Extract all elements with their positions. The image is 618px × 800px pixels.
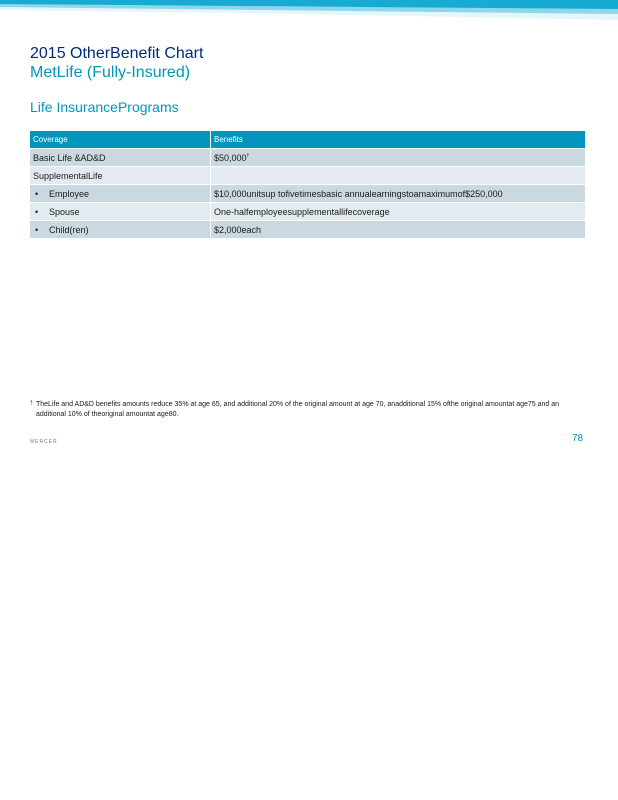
- coverage-label: Child(ren): [49, 224, 89, 235]
- benefit-cell: [211, 149, 586, 167]
- bullet-icon: •: [35, 224, 39, 235]
- page-subtitle: MetLife (Fully-Insured): [30, 64, 191, 81]
- coverage-cell: [30, 149, 211, 167]
- table-row: [30, 185, 586, 203]
- table-row: [30, 203, 586, 221]
- benefit-cell: [211, 185, 586, 203]
- benefit-cell: [211, 221, 586, 239]
- coverage-label: Employee: [49, 188, 90, 199]
- table-row: [30, 221, 586, 239]
- table-row: [30, 167, 586, 185]
- footnote-text: TheLife and AD&D benefits amounts reduce 35% at age 65, and additional 20% of the original amount at age 70, anadditional 15% ofthe original amountat age75 and an additional 10% of theoriginal amountat age80.: [36, 401, 560, 418]
- column-header-coverage: Coverage: [30, 131, 211, 149]
- benefit-value: $50,000: [214, 152, 247, 163]
- coverage-label: SupplementalLife: [33, 170, 103, 181]
- benefit-value: $2,000each: [214, 224, 262, 235]
- column-header-benefits: Benefits: [211, 131, 586, 149]
- coverage-label: Basic Life &AD&D: [33, 152, 106, 163]
- footnote-mark: †: [30, 400, 33, 406]
- coverage-cell: [30, 221, 211, 239]
- coverage-cell: [30, 185, 211, 203]
- header-wave-band: [0, 0, 618, 24]
- benefits-table: [30, 131, 586, 238]
- benefit-value: One-halfemployeesupplementallifecoverage: [214, 206, 390, 217]
- page-title: 2015 OtherBenefit Chart: [30, 45, 204, 62]
- coverage-label: Spouse: [49, 206, 80, 217]
- title-block: [30, 44, 203, 82]
- table-header-row: [30, 131, 586, 149]
- footnote: [30, 400, 566, 420]
- benefit-value: $10,000unitsup tofivetimesbasic annualearningstoamaximumof$250,000: [214, 188, 503, 199]
- mercer-logo: MERCER: [30, 439, 58, 445]
- footnote-reference: †: [246, 152, 250, 159]
- coverage-cell: [30, 167, 211, 185]
- table-row: [30, 149, 586, 167]
- page-number: 78: [572, 433, 584, 444]
- section-heading: Life InsurancePrograms: [30, 99, 179, 115]
- benefit-cell: [211, 203, 586, 221]
- benefit-cell: [211, 167, 586, 185]
- coverage-cell: [30, 203, 211, 221]
- bullet-icon: •: [35, 206, 39, 217]
- bullet-icon: •: [35, 188, 39, 199]
